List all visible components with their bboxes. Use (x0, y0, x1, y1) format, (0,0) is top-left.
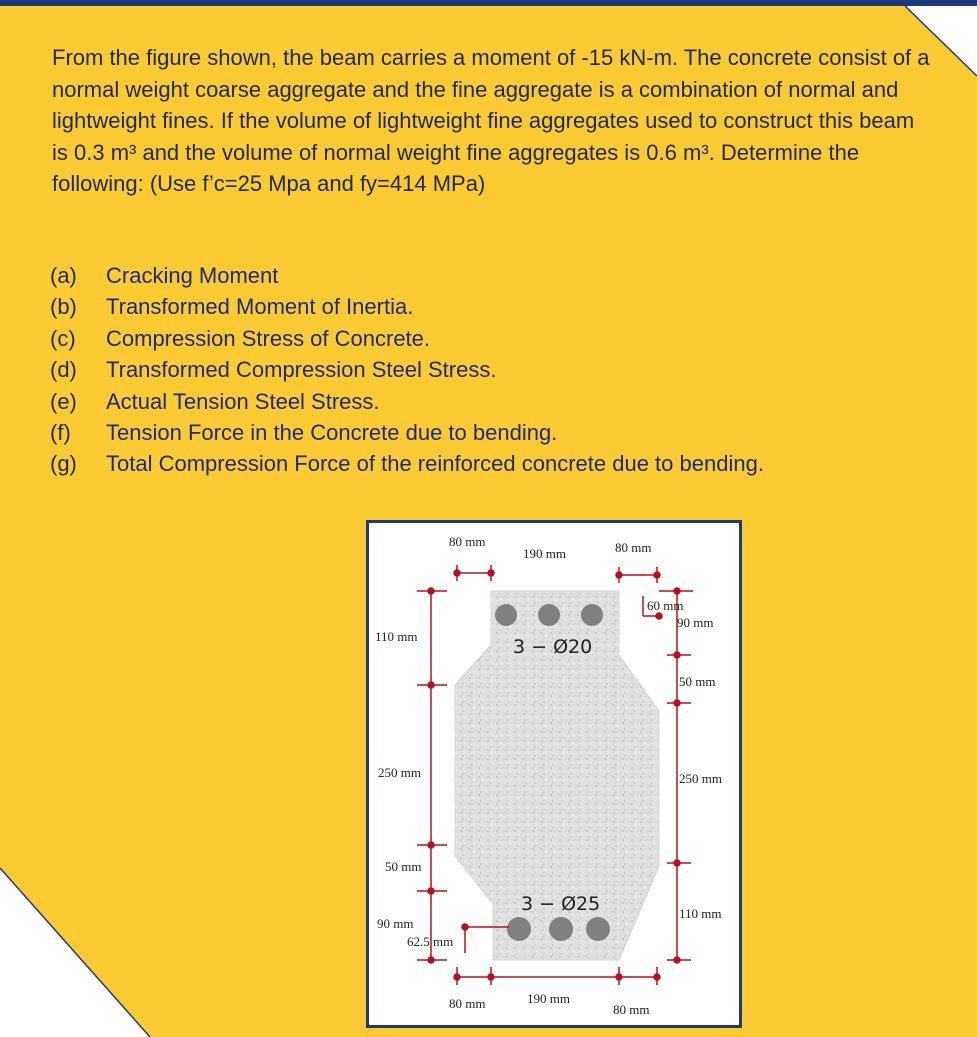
dim-right-1: 90 mm (677, 615, 714, 630)
dim-top-left: 80 mm (449, 534, 486, 549)
dim-left-2: 250 mm (378, 765, 421, 780)
item-text: Compression Stress of Concrete. (106, 325, 431, 351)
item-text: Transformed Compression Steel Stress. (106, 357, 497, 383)
item-label: (f) (50, 420, 71, 446)
dim-left-1: 110 mm (375, 629, 418, 644)
top-rebar (495, 604, 517, 626)
top-rebar (581, 604, 603, 626)
question-item (50, 386, 764, 417)
question-item (50, 417, 764, 448)
item-label: (g) (50, 451, 77, 477)
problem-statement: From the figure shown, the beam carries a moment of -15 kN-m. The concrete consist of a normal weight coarse aggregate and the fine aggregate is a combination of normal and lightweight fines. If the volume of lightweight fine aggregates used to construct this beam is 0.3 m³ and the volume of normal weight fine aggregates is 0.6 m³. Determine the following: (Use f’c=25 Mpa and fy=414 MPa) (52, 45, 930, 197)
item-label: (a) (50, 263, 77, 288)
question-item (50, 260, 764, 291)
question-item (50, 323, 764, 354)
question-list (50, 260, 764, 480)
item-label: (c) (50, 325, 76, 351)
dim-bottom-middle: 190 mm (527, 991, 570, 1006)
dim-top-right: 80 mm (615, 540, 652, 555)
item-text: Total Compression Force of the reinforced concrete due to bending. (106, 451, 764, 477)
item-text: Cracking Moment (106, 263, 279, 288)
dim-left-cover: 62.5 mm (407, 934, 454, 949)
item-text: Transformed Moment of Inertia. (106, 294, 414, 320)
question-item (50, 354, 764, 385)
beam-section-drawing (369, 523, 739, 1025)
bottom-rebar (507, 917, 531, 941)
item-label: (e) (50, 388, 77, 414)
question-item (50, 291, 764, 322)
dim-left-3: 50 mm (385, 859, 422, 874)
item-label: (d) (50, 357, 77, 383)
question-item (50, 448, 764, 479)
dim-right-4: 110 mm (679, 906, 722, 921)
dim-bottom-left: 80 mm (449, 996, 486, 1011)
dim-bottom-right: 80 mm (613, 1002, 650, 1017)
item-text: Tension Force in the Concrete due to bending. (106, 420, 558, 446)
dim-top-middle: 190 mm (523, 546, 566, 561)
dim-right-3: 250 mm (679, 771, 722, 786)
top-bars-label: 3 − Ø20 (513, 636, 593, 658)
dim-right-cover: 60 mm (647, 598, 684, 613)
top-rebar (538, 604, 560, 626)
beam-cross-section-figure (366, 520, 742, 1028)
dim-left-4: 90 mm (377, 916, 414, 931)
bottom-rebar (586, 917, 610, 941)
bottom-bars-label: 3 − Ø25 (521, 893, 601, 915)
item-label: (b) (50, 294, 77, 320)
bottom-rebar (549, 917, 573, 941)
item-text: Actual Tension Steel Stress. (106, 388, 380, 414)
dim-right-2: 50 mm (679, 674, 716, 689)
